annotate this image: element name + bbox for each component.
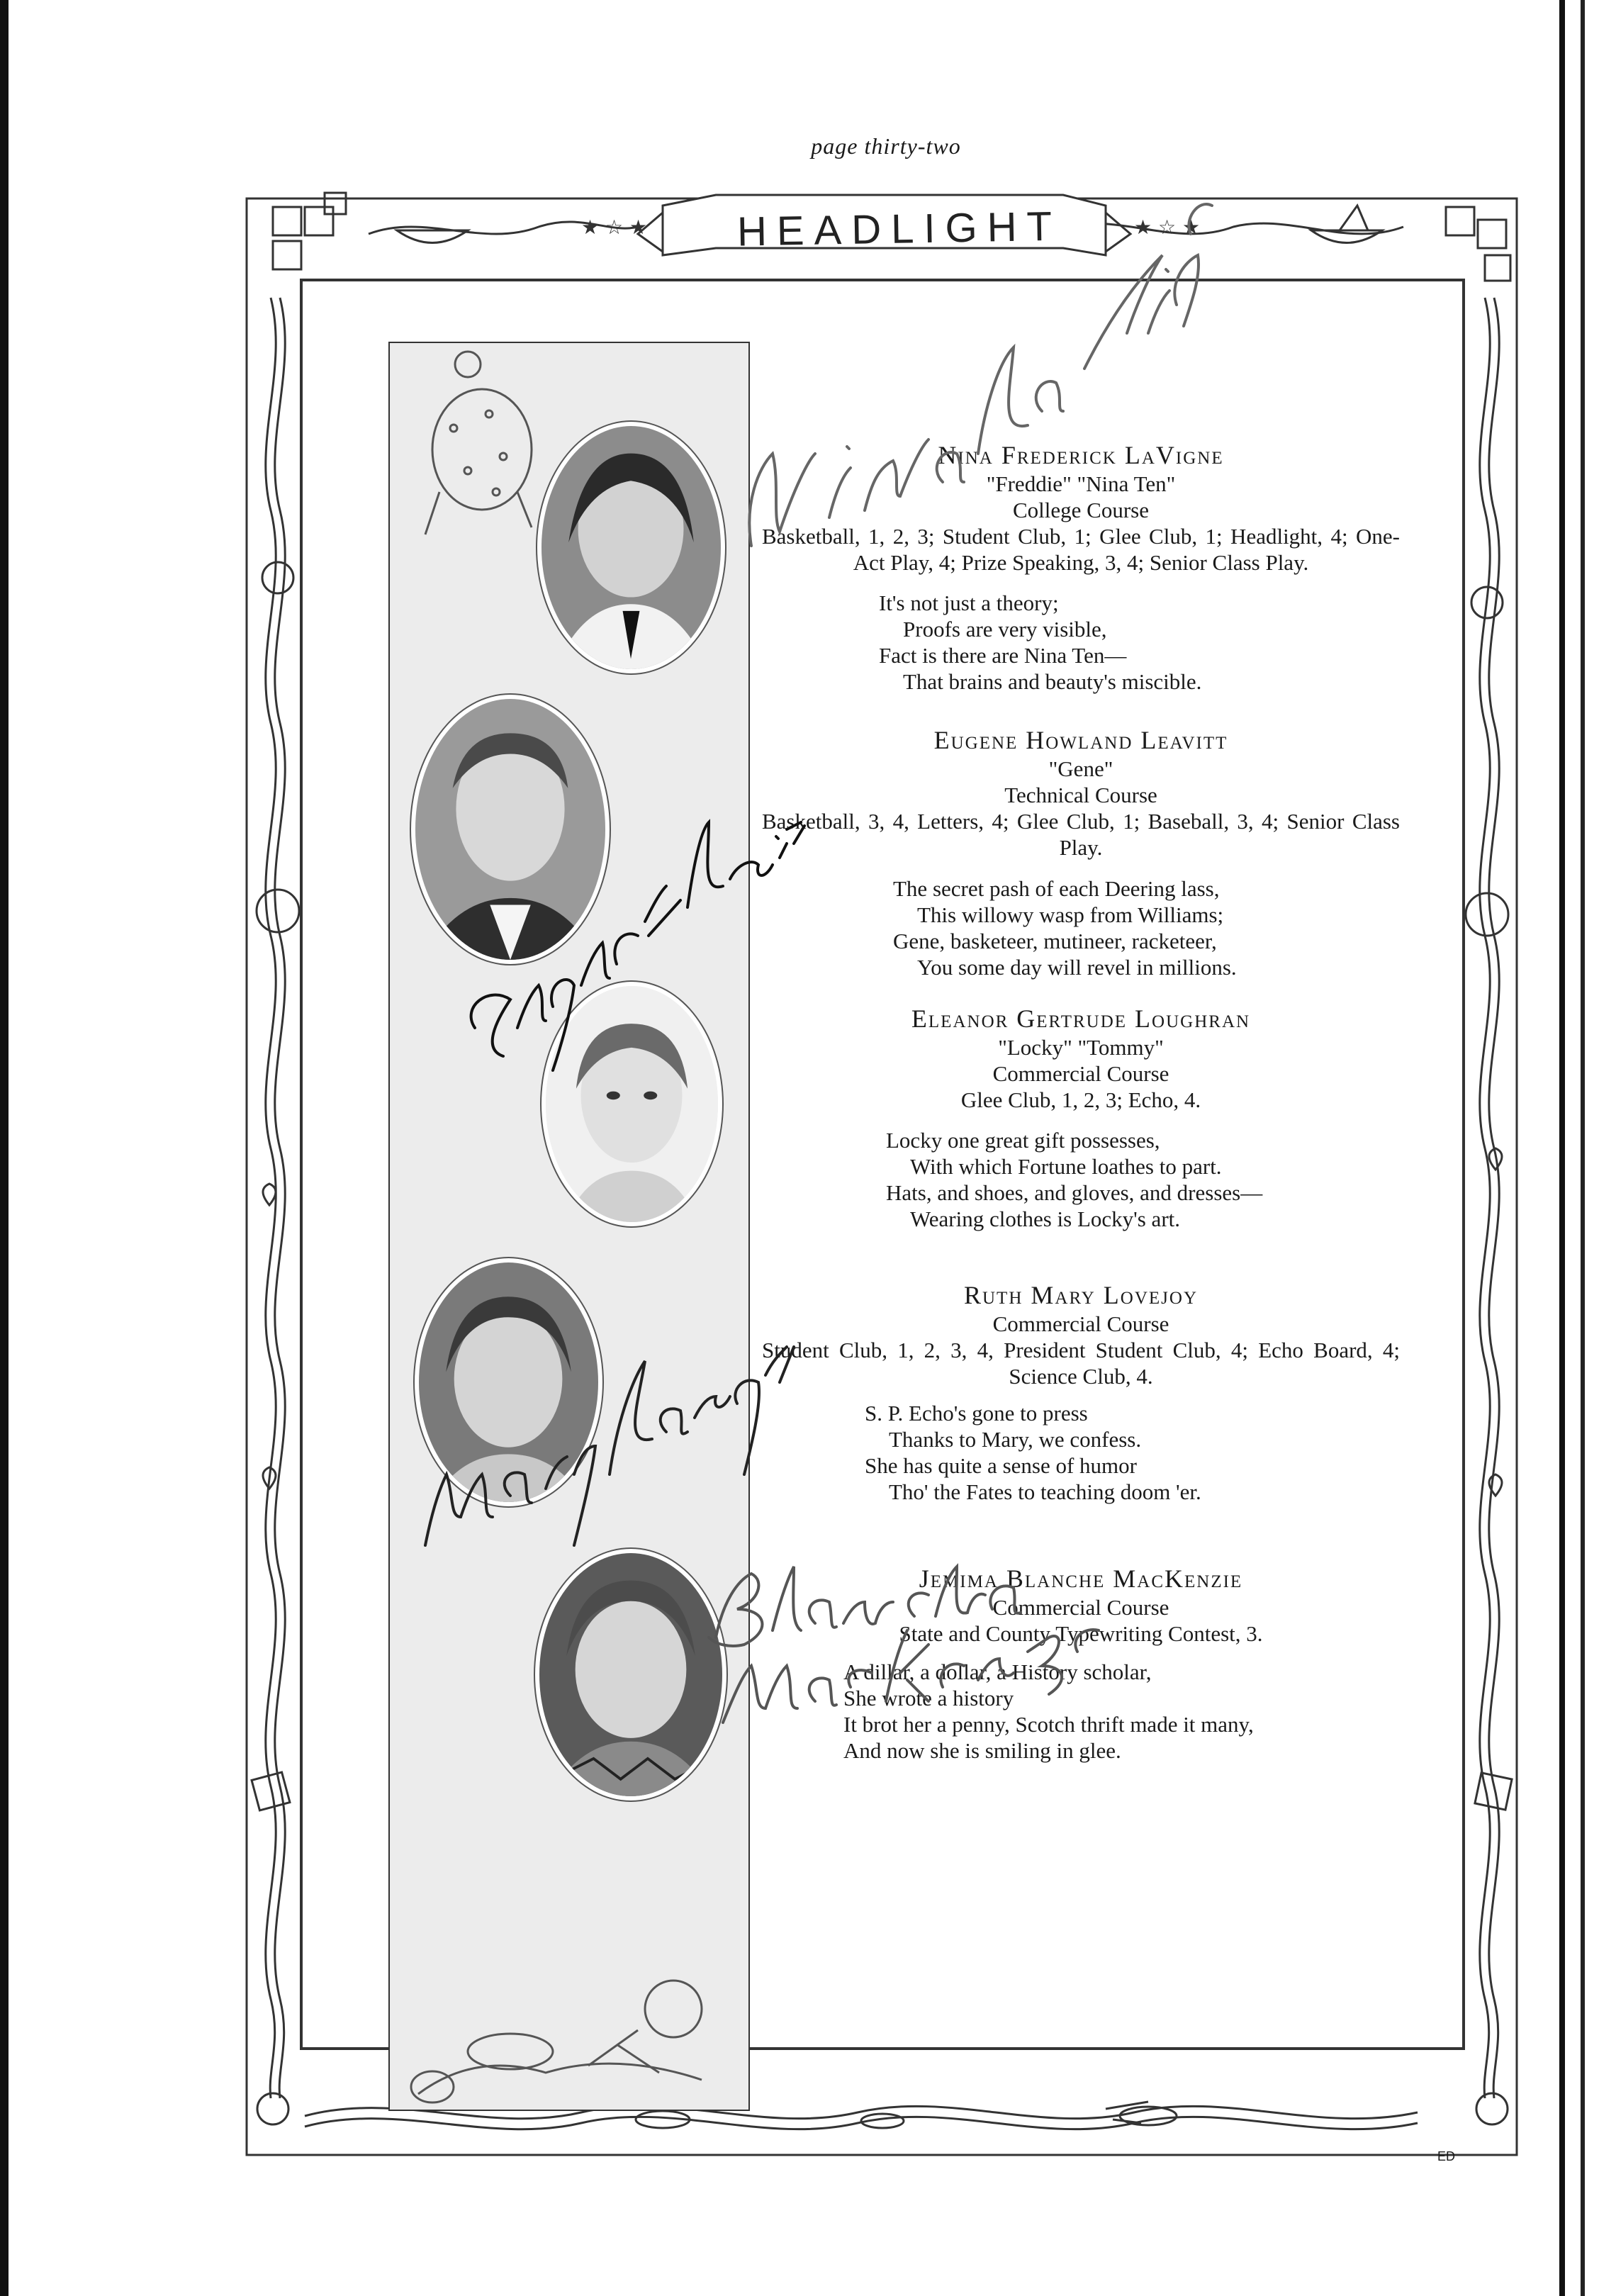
- verse-line: A dillar, a dollar, a History scholar,: [843, 1659, 1152, 1684]
- verse-line: That brains and beauty's miscible.: [903, 669, 1202, 694]
- verse-line: She has quite a sense of humor: [865, 1453, 1137, 1478]
- verse-line: Thanks to Mary, we confess.: [889, 1427, 1142, 1452]
- verse-line: Proofs are very visible,: [903, 617, 1107, 642]
- student-name: Eleanor Gertrude Loughran: [911, 1004, 1251, 1033]
- student-course: Commercial Course: [992, 1595, 1169, 1620]
- entry-eleanor-loughran: [762, 1003, 1400, 1113]
- student-activities: Glee Club, 1, 2, 3; Echo, 4.: [960, 1087, 1201, 1112]
- student-name: Ruth Mary Lovejoy: [963, 1281, 1198, 1309]
- student-name: Nina Frederick LaVigne: [938, 441, 1224, 469]
- doll-illustration-bottom: [404, 1966, 737, 2108]
- entry-ruth-lovejoy: [762, 1279, 1400, 1389]
- verse-line: This willowy wasp from Williams;: [917, 902, 1224, 927]
- verse-nina-lavigne: [879, 590, 1201, 695]
- verse-line: You some day will revel in millions.: [917, 955, 1237, 980]
- svg-text:★ ☆ ★: ★ ☆ ★: [581, 215, 648, 239]
- student-activities: Student Club, 1, 2, 3, 4, President Student Club, 4; Echo Board, 4; Science Club, 4.: [762, 1338, 1400, 1389]
- verse-eleanor-loughran: [886, 1127, 1262, 1232]
- verse-line: Fact is there are Nina Ten—: [879, 643, 1127, 668]
- page-number-label: page thirty-two: [811, 133, 961, 159]
- student-name: Jemima Blanche MacKenzie: [919, 1564, 1243, 1593]
- portrait-nina-lavigne: [537, 422, 725, 673]
- verse-eugene-leavitt: [893, 875, 1237, 980]
- student-activities: Basketball, 3, 4, Letters, 4; Glee Club, 1; Baseball, 3, 4; Senior Class Play.: [762, 809, 1400, 860]
- student-course: Technical Course: [1004, 783, 1157, 807]
- verse-line: Tho' the Fates to teaching doom 'er.: [889, 1479, 1201, 1504]
- svg-text:★ ☆ ★: ★ ☆ ★: [1134, 215, 1201, 239]
- verse-line: It brot her a penny, Scotch thrift made it many,: [843, 1712, 1254, 1737]
- verse-line: Wearing clothes is Locky's art.: [910, 1206, 1181, 1231]
- student-nicknames: "Freddie" "Nina Ten": [986, 471, 1176, 496]
- verse-line: She wrote a history: [843, 1686, 1014, 1710]
- signature-mary-lovejoy: [411, 1333, 808, 1567]
- artist-mark: ED: [1437, 2149, 1456, 2163]
- verse-line: Hats, and shoes, and gloves, and dresses—: [886, 1180, 1263, 1205]
- student-course: Commercial Course: [992, 1311, 1169, 1336]
- signature-eugene-leavitt: [454, 815, 808, 1085]
- student-nicknames: "Gene": [1048, 756, 1113, 781]
- student-nicknames: "Locky" "Tommy": [998, 1035, 1164, 1060]
- student-course: Commercial Course: [992, 1061, 1169, 1086]
- verse-line: The secret pash of each Deering lass,: [893, 876, 1220, 901]
- verse-line: Gene, basketeer, mutineer, racketeer,: [893, 929, 1217, 953]
- verse-line: Locky one great gift possesses,: [886, 1128, 1160, 1153]
- signature-blanche-mackenzie: [695, 1559, 1205, 1730]
- verse-line: S. P. Echo's gone to press: [865, 1401, 1088, 1426]
- doll-illustration-top: [411, 350, 553, 563]
- entry-eugene-leavitt: [762, 724, 1400, 861]
- verse-line: And now she is smiling in glee.: [843, 1738, 1121, 1763]
- student-name: Eugene Howland Leavitt: [933, 726, 1228, 754]
- student-course: College Course: [1013, 498, 1149, 522]
- header-banner-title: HEADLIGHT: [736, 203, 1062, 255]
- student-activities: Basketball, 1, 2, 3; Student Club, 1; Glee Club, 1; Headlight, 4; One-Act Play, 4; Prize Speaking, 3, 4; Senior Class Play.: [762, 524, 1400, 575]
- student-activities: State and County Typewriting Contest, 3.: [899, 1621, 1263, 1646]
- verse-ruth-lovejoy: [865, 1400, 1201, 1505]
- signature-nina-lavigne: [730, 149, 1226, 574]
- verse-line: It's not just a theory;: [879, 590, 1059, 615]
- verse-line: With which Fortune loathes to part.: [910, 1154, 1222, 1179]
